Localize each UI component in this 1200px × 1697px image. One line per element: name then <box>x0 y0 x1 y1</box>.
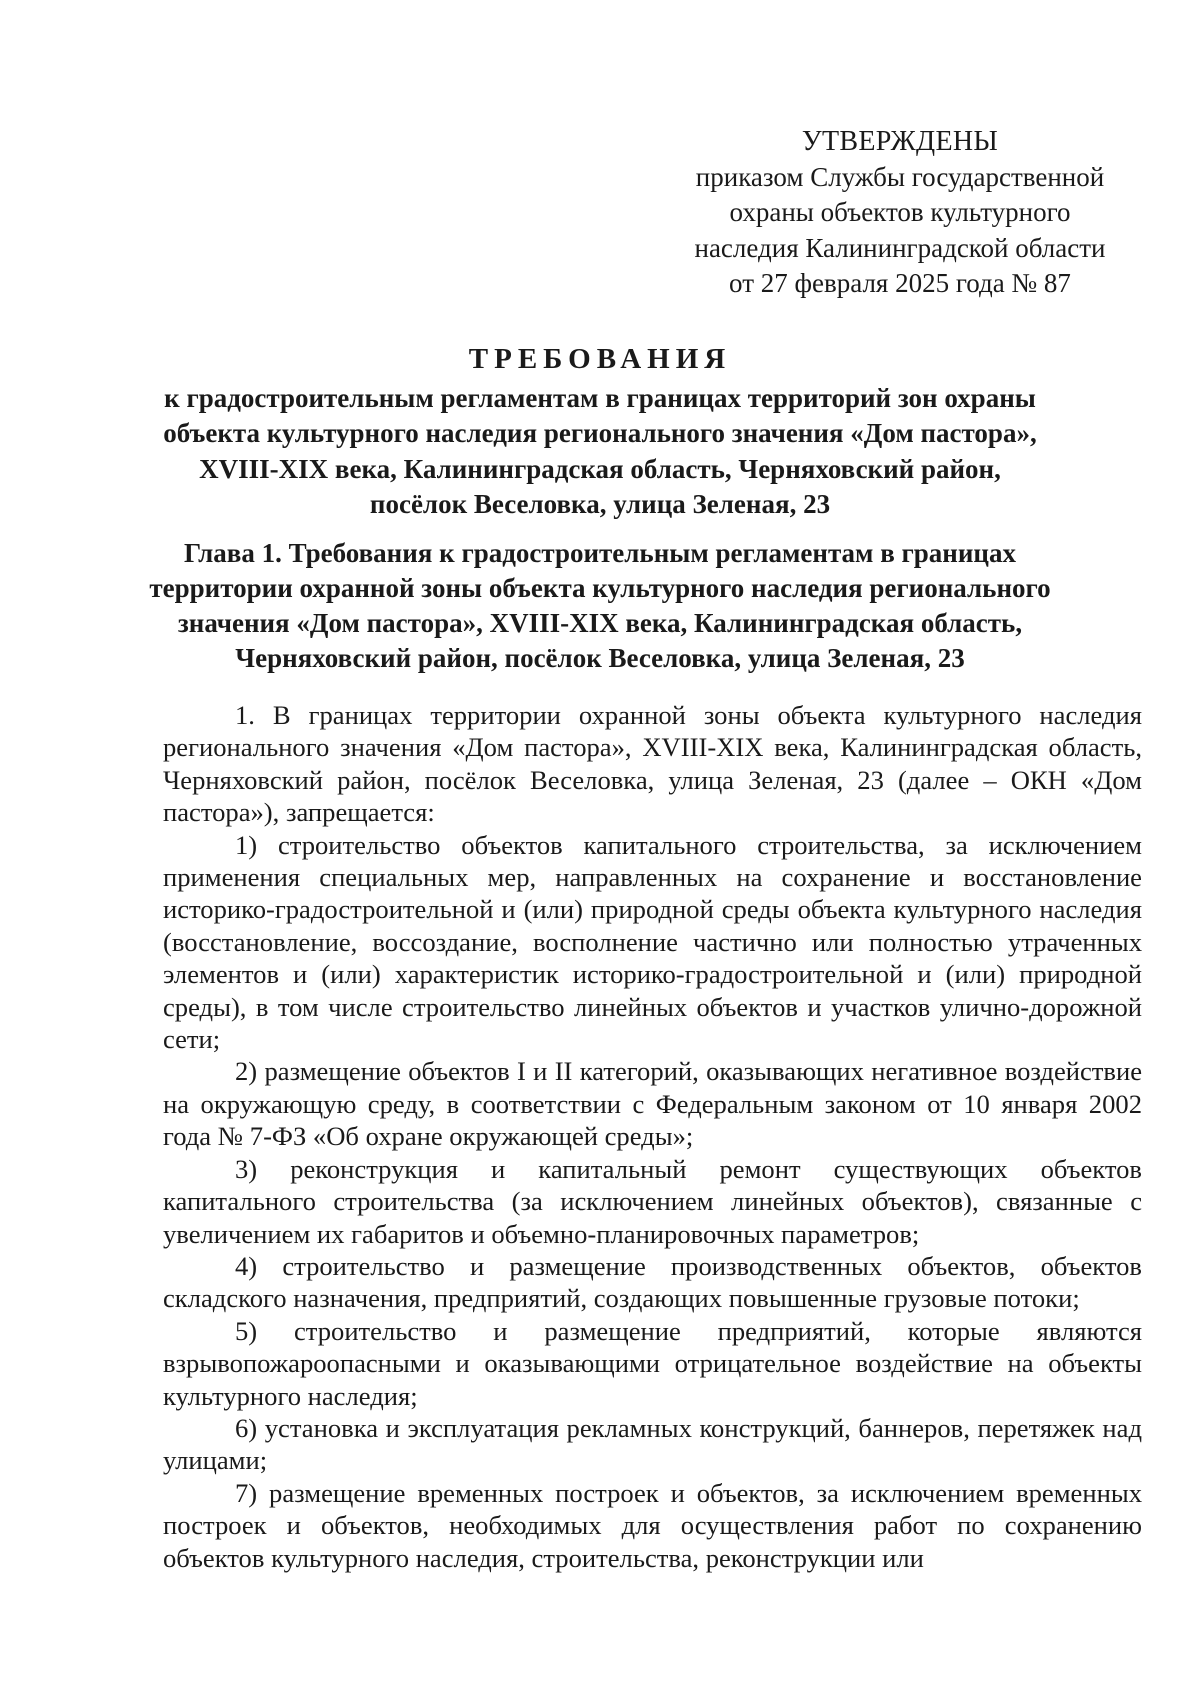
subtitle-line: XVIII-XIX века, Калининградская область, Черняховский район, <box>199 453 1001 484</box>
list-item-3: 3) реконструкция и капитальный ремонт существующих объектов капитального строительства (за исключением линейных объектов), связанные с увеличением их габаритов и объемно-планировочных параметров; <box>163 1153 1142 1249</box>
document-title <box>60 342 1140 523</box>
approval-line: охраны объектов культурного <box>729 197 1071 227</box>
paragraph-1: 1. В границах территории охранной зоны объекта культурного наследия регионального значения «Дом пастора», XVIII-XIX века, Калининградская область, Черняховский район, посёлок Веселовка, улица Зеленая, 23 (далее – ОКН «Дом пастора»), запрещается: <box>163 700 1142 828</box>
chapter-line: Черняховский район, посёлок Веселовка, улица Зеленая, 23 <box>235 643 965 673</box>
chapter-line: территории охранной зоны объекта культурного наследия регионального <box>149 573 1051 603</box>
list-item-2: 2) размещение объектов I и II категорий, оказывающих негативное воздействие на окружающую среду, в соответствии с Федеральным законом от 10 января 2002 года № 7-ФЗ «Об охране окружающей среды»; <box>163 1056 1142 1152</box>
approval-line: от 27 февраля 2025 года № 87 <box>729 268 1071 298</box>
approval-title: УТВЕРЖДЕНЫ <box>801 126 999 157</box>
list-item-7: 7) размещение временных построек и объектов, за исключением временных построек и объектов, необходимых для осуществления работ по сохранению объектов культурного наследия, строительства, реконструкции или <box>163 1477 1142 1573</box>
list-item-4: 4) строительство и размещение производственных объектов, объектов складского назначения, предприятий, создающих повышенные грузовые потоки; <box>163 1250 1142 1314</box>
approval-line: наследия Калининградской области <box>694 232 1106 263</box>
list-item-5: 5) строительство и размещение предприятий, которые являются взрывопожароопасными и оказывающими отрицательное воздействие на объекты культурного наследия; <box>163 1315 1142 1411</box>
list-item-1: 1) строительство объектов капитального строительства, за исключением применения специальных мер, направленных на сохранение и восстановление историко-градостроительной и (или) природной среды объекта культурного наследия (восстановление, воссоздание, восполнение частично или полностью утраченных элементов и (или) характеристик историко-градостроительной и (или) природной среды), в том числе строительство линейных объектов и участков улично-дорожной сети; <box>163 829 1142 1055</box>
chapter-line: Глава 1. Требования к градостроительным регламентам в границах <box>184 538 1016 568</box>
subtitle-line: объекта культурного наследия регионального значения «Дом пастора», <box>163 418 1037 448</box>
list-item-6: 6) установка и эксплуатация рекламных конструкций, баннеров, перетяжек над улицами; <box>163 1412 1142 1476</box>
chapter-line: значения «Дом пастора», XVIII-XIX века, Калининградская область, <box>177 608 1023 638</box>
subtitle-line: к градостроительным регламентам в границах территорий зон охраны <box>164 382 1036 413</box>
approval-block <box>660 124 1140 302</box>
chapter-heading <box>70 536 1130 676</box>
approval-line: приказом Службы государственной <box>695 161 1105 192</box>
main-heading: ТРЕБОВАНИЯ <box>468 343 732 375</box>
subtitle-line: посёлок Веселовка, улица Зеленая, 23 <box>369 489 831 519</box>
body-text <box>163 699 1142 1574</box>
